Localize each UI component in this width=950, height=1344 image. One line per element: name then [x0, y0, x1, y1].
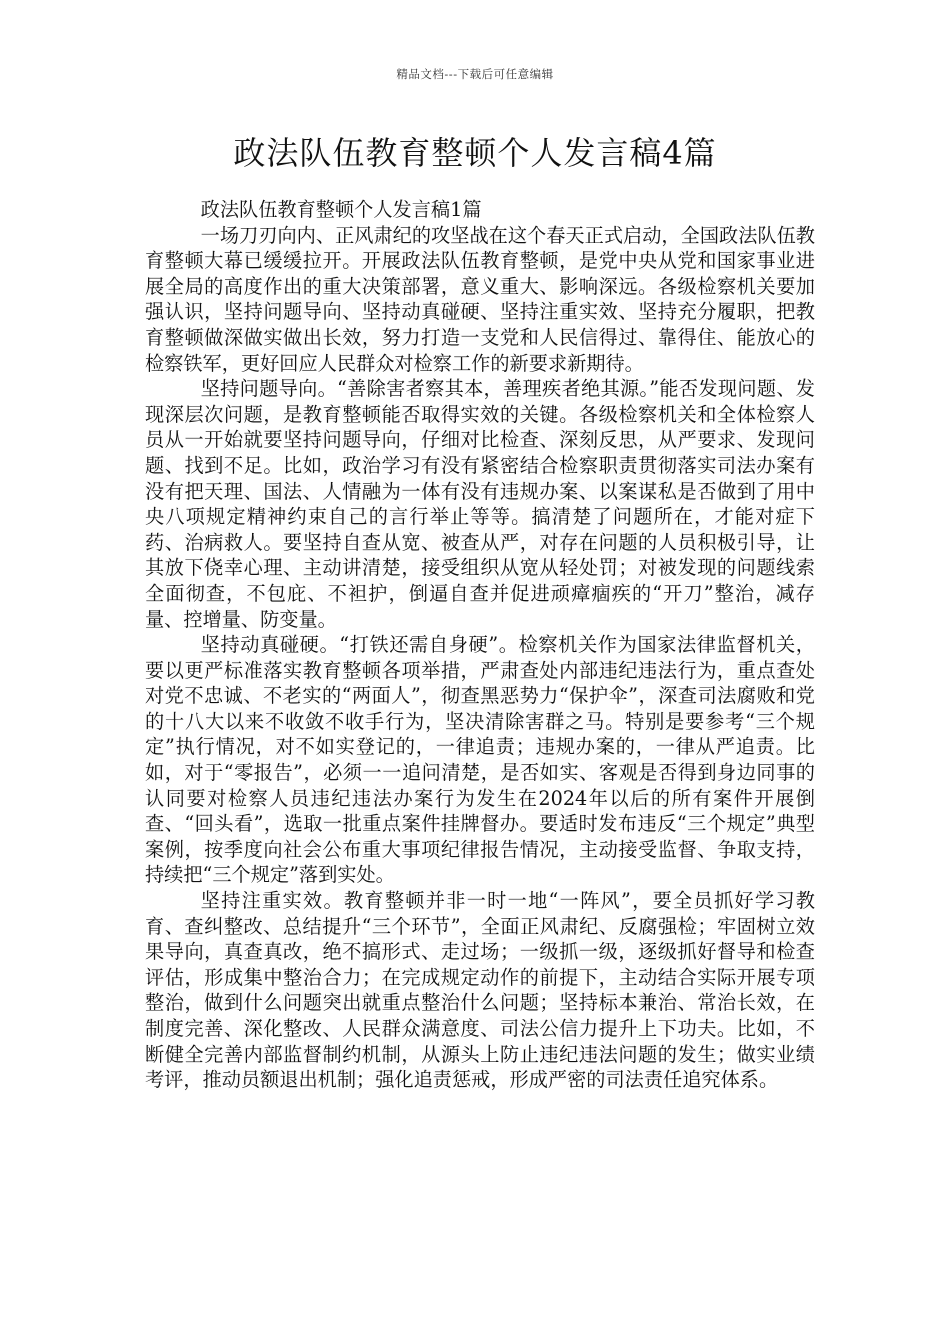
- section-heading: 政法队伍教育整顿个人发言稿1篇: [200, 198, 482, 221]
- body-paragraph: 坚持动真碰硬。“打铁还需自身硬”。检察机关作为国家法律监督机关，要以更严标准落实教育整顿各项举措，严肃查处内部违纪违法行为，重点查处对党不忠诚、不老实的“两面人”，彻查黑恶势力“保护伞”，深查司法腐败和党的十八大以来不收敛不收手行为，坚决清除害群之马。特别是要参考“三个规定”执行情况，对不如实登记的，一律追责；违规办案的，一律从严追责。比如，对于“零报告”，必须一一追问清楚，是否如实、客观是否得到身边同事的认同要对检察人员违纪违法办案行为发生在2024年以后的所有案件开展倒查、“回头看”，选取一批重点案件挂牌督办。要适时发布违反“三个规定”典型案例，按季度向社会公布重大事项纪律报告情况，主动接受监督、争取支持，持续把“三个规定”落到实处。: [145, 633, 815, 887]
- body-paragraph: 坚持注重实效。教育整顿并非一时一地“一阵风”，要全员抓好学习教育、查纠整改、总结提升“三个环节”，全面正风肃纪、反腐强检；牢固树立效果导向，真查真改，绝不搞形式、走过场；一级抓一级，逐级抓好督导和检查评估，形成集中整治合力；在完成规定动作的前提下，主动结合实际开展专项整治，做到什么问题突出就重点整治什么问题；坚持标本兼治、常治长效，在制度完善、深化整改、人民群众满意度、司法公信力提升上下功夫。比如，不断健全完善内部监督制约机制，从源头上防止违纪违法问题的发生；做实业绩考评，推动员额退出机制；强化追责惩戒，形成严密的司法责任追究体系。: [145, 889, 815, 1092]
- body-paragraph: 坚持问题导向。“善除害者察其本，善理疾者绝其源。”能否发现问题、发现深层次问题，是教育整顿能否取得实效的关键。各级检察机关和全体检察人员从一开始就要坚持问题导向，仔细对比检查、深刻反思，从严要求、发现问题、找到不足。比如，政治学习有没有紧密结合检察职责贯彻落实司法办案有没有把天理、国法、人情融为一体有没有违规办案、以案谋私是否做到了用中央八项规定精神约束自己的言行举止等等。搞清楚了问题所在，才能对症下药、治病救人。要坚持自查从宽、被查从严，对存在问题的人员积极引导，让其放下侥幸心理、主动讲清楚，接受组织从宽从轻处罚；对被发现的问题线索全面彻查，不包庇、不袒护，倒逼自查并促进顽瘴痼疾的“开刀”整治，减存量、控增量、防变量。: [145, 377, 815, 631]
- document-body: [145, 197, 815, 1093]
- page-header-note: 精品文档---下载后可任意编辑: [396, 67, 554, 81]
- document-title: 政法队伍教育整顿个人发言稿4篇: [233, 134, 717, 172]
- body-paragraph: 一场刀刃向内、正风肃纪的攻坚战在这个春天正式启动，全国政法队伍教育整顿大幕已缓缓拉开。开展政法队伍教育整顿，是党中央从党和国家事业进展全局的高度作出的重大决策部署，意义重大、影响深远。各级检察机关要加强认识，坚持问题导向、坚持动真碰硬、坚持注重实效、坚持充分履职，把教育整顿做深做实做出长效，努力打造一支党和人民信得过、靠得住、能放心的检察铁军，更好回应人民群众对检察工作的新要求新期待。: [145, 223, 815, 375]
